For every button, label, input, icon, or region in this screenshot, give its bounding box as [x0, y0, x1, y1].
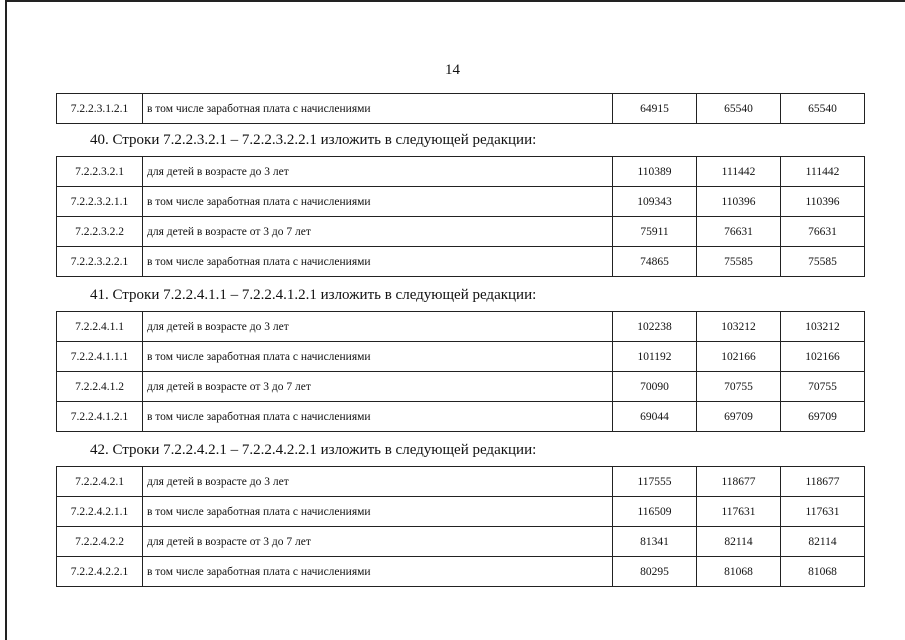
- row-value-2: 70755: [697, 372, 781, 402]
- table-row: [57, 557, 865, 587]
- row-description: для детей в возрасте от 3 до 7 лет: [143, 527, 613, 557]
- row-code: 7.2.2.3.2.2.1: [57, 247, 143, 277]
- row-description: для детей в возрасте от 3 до 7 лет: [143, 217, 613, 247]
- row-value-1: 69044: [613, 402, 697, 432]
- row-value-3: 118677: [781, 467, 865, 497]
- row-code: 7.2.2.3.2.1: [57, 157, 143, 187]
- row-value-3: 69709: [781, 402, 865, 432]
- row-description: в том числе заработная плата с начислениями: [143, 342, 613, 372]
- table-block-42: [56, 466, 865, 587]
- row-description: в том числе заработная плата с начислениями: [143, 247, 613, 277]
- table-block-41: [56, 311, 865, 432]
- table-row: [57, 187, 865, 217]
- row-value-3: 75585: [781, 247, 865, 277]
- row-value-1: 102238: [613, 312, 697, 342]
- row-value-3: 103212: [781, 312, 865, 342]
- row-value-3: 102166: [781, 342, 865, 372]
- row-value-1: 116509: [613, 497, 697, 527]
- table-row: [57, 157, 865, 187]
- table-row: [57, 372, 865, 402]
- row-value-3: 65540: [781, 94, 865, 124]
- row-value-1: 110389: [613, 157, 697, 187]
- table-row: [57, 312, 865, 342]
- section-heading-42: 42. Строки 7.2.2.4.2.1 – 7.2.2.4.2.2.1 изложить в следующей редакции:: [90, 442, 537, 458]
- row-value-2: 69709: [697, 402, 781, 432]
- row-code: 7.2.2.3.2.1.1: [57, 187, 143, 217]
- row-value-2: 82114: [697, 527, 781, 557]
- row-description: для детей в возрасте до 3 лет: [143, 312, 613, 342]
- table-row: [57, 247, 865, 277]
- table-row: [57, 342, 865, 372]
- row-description: для детей в возрасте до 3 лет: [143, 467, 613, 497]
- table-block-40: [56, 156, 865, 277]
- row-value-3: 70755: [781, 372, 865, 402]
- row-value-2: 65540: [697, 94, 781, 124]
- row-description: в том числе заработная плата с начислениями: [143, 557, 613, 587]
- row-description: в том числе заработная плата с начислениями: [143, 187, 613, 217]
- row-value-3: 76631: [781, 217, 865, 247]
- row-code: 7.2.2.4.2.2.1: [57, 557, 143, 587]
- row-value-1: 74865: [613, 247, 697, 277]
- row-code: 7.2.2.4.1.2: [57, 372, 143, 402]
- row-code: 7.2.2.4.1.1: [57, 312, 143, 342]
- row-code: 7.2.2.4.2.1.1: [57, 497, 143, 527]
- page-number: 14: [445, 62, 460, 78]
- table-row: [57, 217, 865, 247]
- row-code: 7.2.2.3.2.2: [57, 217, 143, 247]
- table-row: [57, 497, 865, 527]
- row-value-2: 117631: [697, 497, 781, 527]
- row-code: 7.2.2.4.2.2: [57, 527, 143, 557]
- row-value-1: 101192: [613, 342, 697, 372]
- row-value-1: 64915: [613, 94, 697, 124]
- row-value-1: 109343: [613, 187, 697, 217]
- row-value-1: 81341: [613, 527, 697, 557]
- row-value-1: 80295: [613, 557, 697, 587]
- table-row: [57, 402, 865, 432]
- row-description: в том числе заработная плата с начислениями: [143, 94, 613, 124]
- table-row: [57, 94, 865, 124]
- row-value-1: 117555: [613, 467, 697, 497]
- row-value-1: 75911: [613, 217, 697, 247]
- row-value-2: 76631: [697, 217, 781, 247]
- row-value-2: 103212: [697, 312, 781, 342]
- section-heading-41: 41. Строки 7.2.2.4.1.1 – 7.2.2.4.1.2.1 изложить в следующей редакции:: [90, 287, 537, 303]
- row-description: в том числе заработная плата с начислениями: [143, 497, 613, 527]
- row-value-2: 110396: [697, 187, 781, 217]
- table-row: [57, 527, 865, 557]
- row-value-3: 110396: [781, 187, 865, 217]
- row-value-2: 75585: [697, 247, 781, 277]
- row-code: 7.2.2.4.1.2.1: [57, 402, 143, 432]
- row-value-2: 118677: [697, 467, 781, 497]
- scan-edge-top: [5, 0, 905, 2]
- scan-edge-left: [5, 0, 7, 640]
- row-value-2: 81068: [697, 557, 781, 587]
- row-value-1: 70090: [613, 372, 697, 402]
- row-description: для детей в возрасте от 3 до 7 лет: [143, 372, 613, 402]
- row-code: 7.2.2.3.1.2.1: [57, 94, 143, 124]
- row-description: в том числе заработная плата с начислениями: [143, 402, 613, 432]
- row-code: 7.2.2.4.2.1: [57, 467, 143, 497]
- section-heading-40: 40. Строки 7.2.2.3.2.1 – 7.2.2.3.2.2.1 изложить в следующей редакции:: [90, 132, 537, 148]
- row-value-3: 81068: [781, 557, 865, 587]
- row-value-3: 82114: [781, 527, 865, 557]
- row-code: 7.2.2.4.1.1.1: [57, 342, 143, 372]
- row-value-3: 117631: [781, 497, 865, 527]
- row-value-2: 111442: [697, 157, 781, 187]
- row-value-2: 102166: [697, 342, 781, 372]
- table-block-0: [56, 93, 865, 124]
- row-value-3: 111442: [781, 157, 865, 187]
- row-description: для детей в возрасте до 3 лет: [143, 157, 613, 187]
- table-row: [57, 467, 865, 497]
